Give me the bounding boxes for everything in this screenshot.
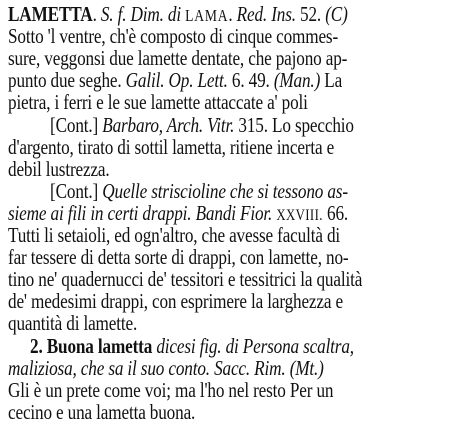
citation-number: 315. <box>238 112 268 137</box>
grammar-note: S. f. Dim. di <box>100 2 181 26</box>
line-text: Gli è un prete come voi; ma l'ho nel resto Per un <box>8 377 334 402</box>
sense-term: Buona lametta <box>46 333 153 358</box>
line-text: d'argento, tirato di sottil lametta, ritiene incerta e <box>8 134 335 159</box>
sense-number: 2. <box>30 333 43 358</box>
citation-tag: (Man.) <box>273 68 321 93</box>
citation-tag: (Mt.) <box>289 355 324 380</box>
sense-definition: dicesi fig. di Persona scaltra, <box>156 333 354 358</box>
line-text: quantità di lamette. <box>8 311 138 336</box>
citation-number: 6. 49. <box>231 68 270 93</box>
line-text: sure, veggonsi due lamette dentate, che pajono ap- <box>8 46 348 71</box>
citation: Bandi Fior. <box>195 200 273 225</box>
line-text: La <box>324 68 343 93</box>
line-text: Sotto 'l ventre, ch'è composto di cinque commes- <box>8 24 339 49</box>
line-text: Tutti li setaioli, ed ogn'altro, che avesse facultà di <box>8 223 341 247</box>
line-text: tino ne' quadernucci de' tessitori e tessitrici la qualità <box>8 267 363 292</box>
citation-roman: XXVIII. <box>276 206 323 224</box>
source-citation: Red. Ins. <box>236 2 296 26</box>
base-word: LAMA <box>185 6 229 25</box>
line-text: debil lustrezza. <box>8 156 110 181</box>
line-text: punto due seghe. <box>8 68 122 93</box>
line-text: cecino e una lametta buona. <box>8 399 196 424</box>
source-tag: (C) <box>325 2 348 26</box>
citation: Sacc. Rim. <box>214 355 286 380</box>
definition-quote: Quelle striscioline che si tessono as- <box>102 178 348 203</box>
headword: LAMETTA <box>8 2 93 26</box>
cont-marker: [Cont.] <box>50 112 99 137</box>
line-text: pietra, i ferri e le sue lamette attaccate a' poli <box>8 90 308 115</box>
line-text: Lo specchio <box>272 112 354 137</box>
entry-head-line: LAMETTA. S. f. Dim. di LAMA. Red. Ins. 52. (C) <box>8 2 348 26</box>
line-text: far tessere di detta sorte di drappi, con lamette, no- <box>8 245 349 270</box>
definition-quote: sieme ai fili in certi drappi. <box>8 200 192 225</box>
citation: Barbaro, Arch. Vitr. <box>102 112 235 137</box>
cont-marker: [Cont.] <box>50 178 99 203</box>
citation: Galil. Op. Lett. <box>125 68 228 93</box>
sense-definition: maliziosa, che sa il suo conto. <box>8 355 210 380</box>
line-text: de' medesimi drappi, con esprimere la larghezza e <box>8 289 343 314</box>
text-line <box>8 398 374 426</box>
citation-number: 66. <box>327 200 349 225</box>
source-page: 52. <box>300 2 322 26</box>
